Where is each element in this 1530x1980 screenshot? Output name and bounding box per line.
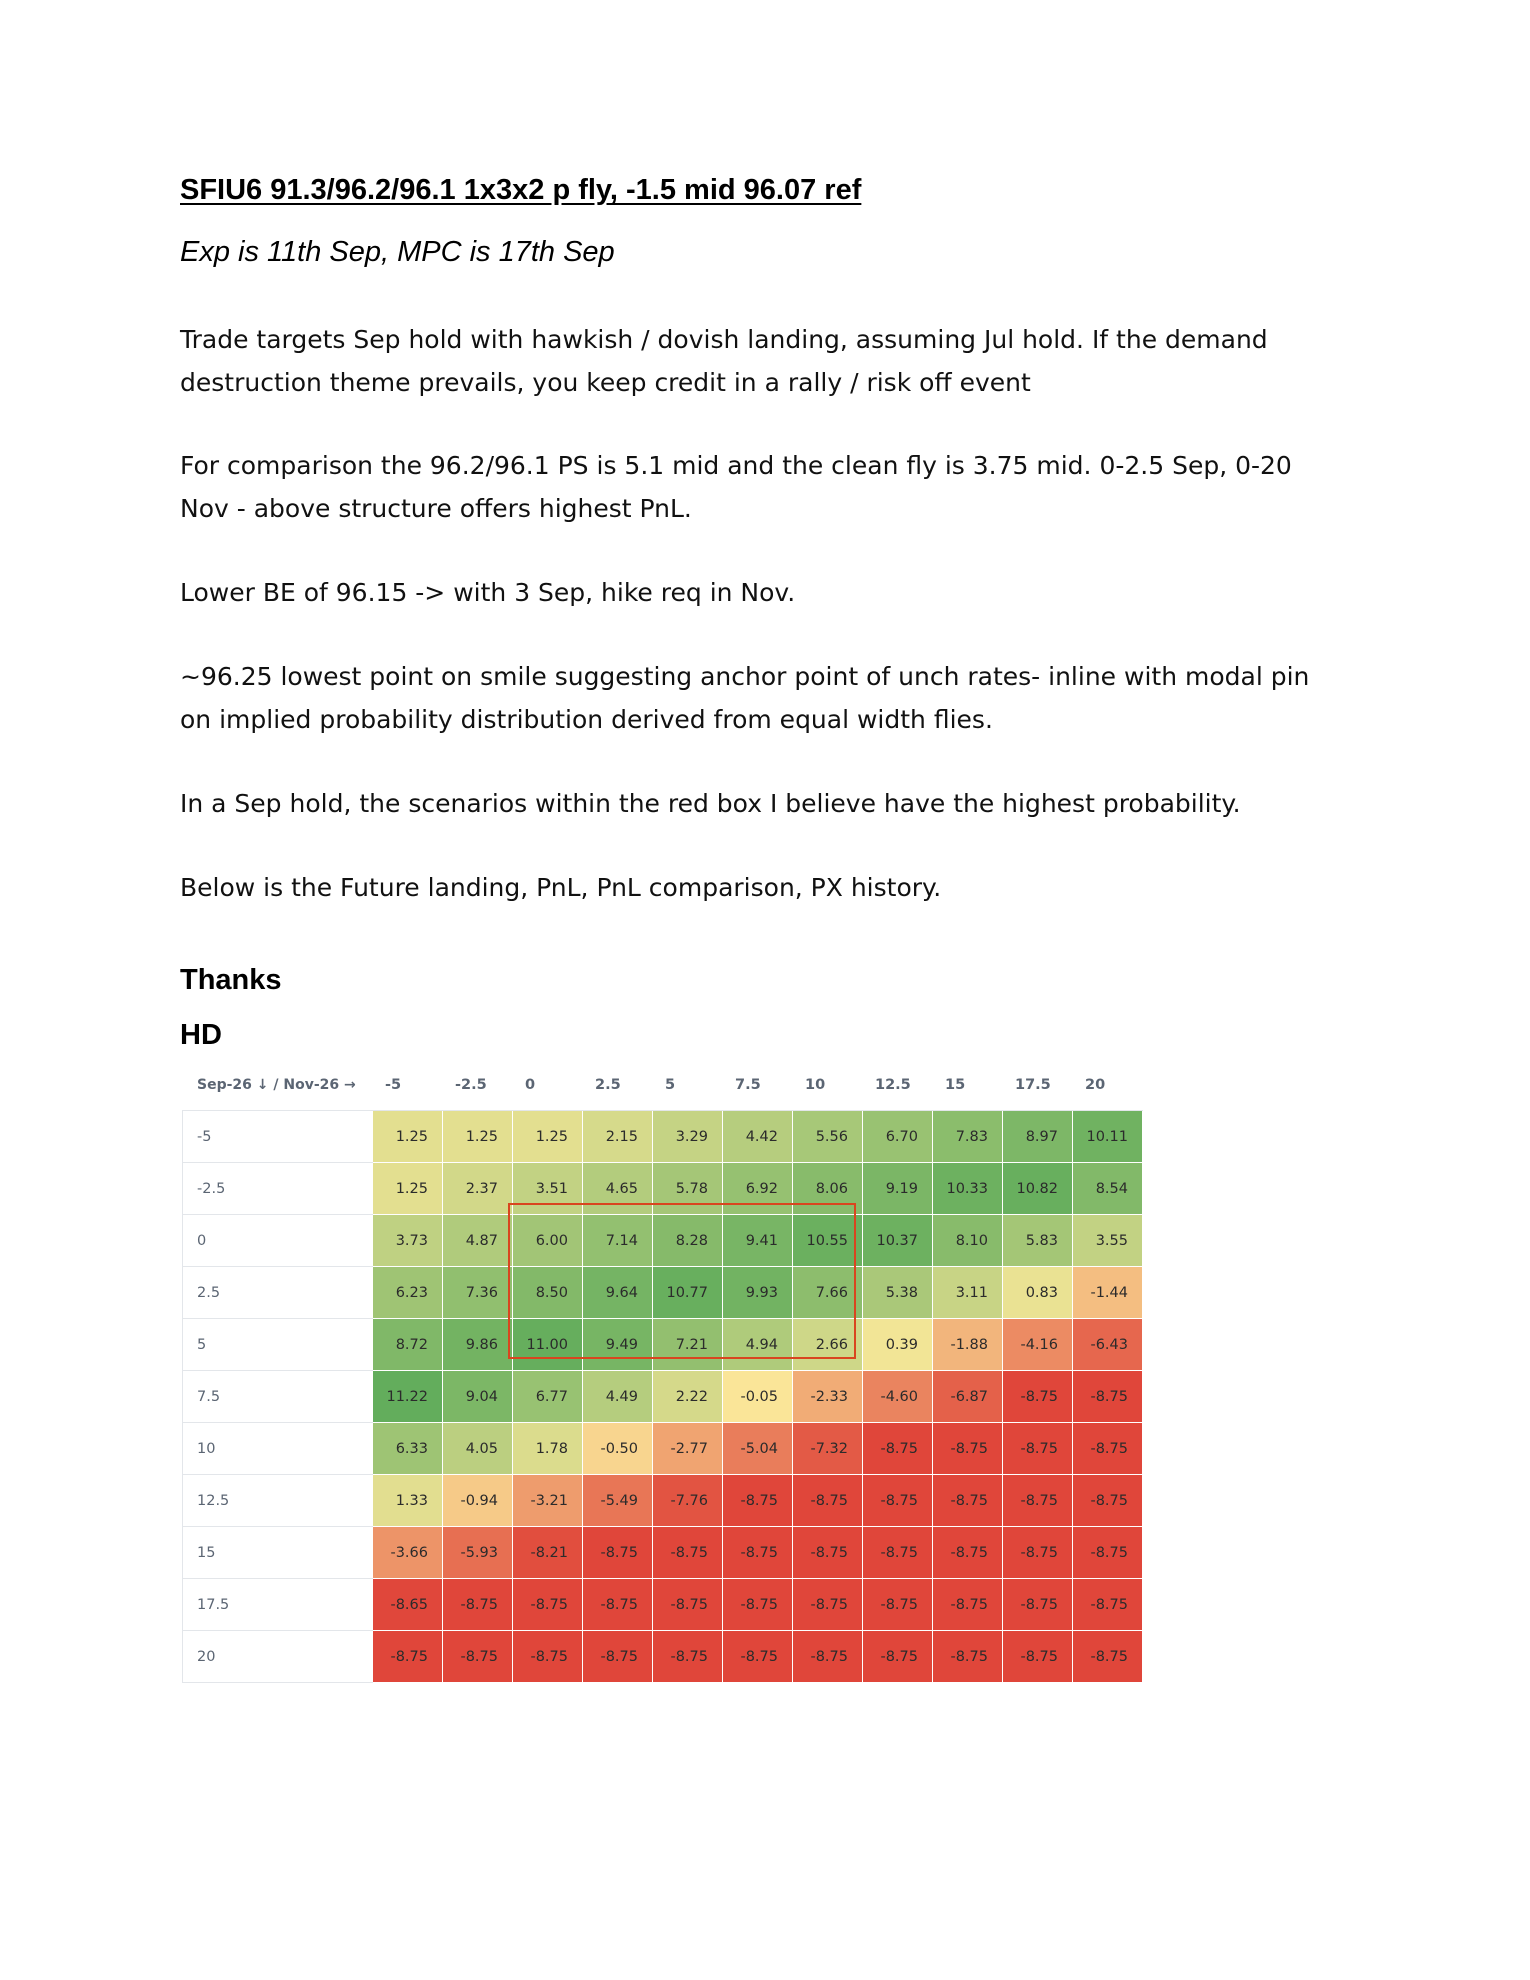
grid-col-header: 15 [933, 1059, 1003, 1111]
grid-cell: -8.75 [933, 1579, 1003, 1631]
grid-cell: -8.75 [653, 1631, 723, 1683]
grid-cell: -8.75 [653, 1579, 723, 1631]
grid-row-header: 5 [183, 1319, 373, 1371]
grid-cell: 1.25 [513, 1111, 583, 1163]
grid-cell: -8.75 [793, 1631, 863, 1683]
grid-row [183, 1215, 1143, 1267]
grid-cell: -8.75 [1003, 1423, 1073, 1475]
grid-row [183, 1267, 1143, 1319]
grid-header-row [183, 1059, 1143, 1111]
grid-row-header: -2.5 [183, 1163, 373, 1215]
grid-cell: -8.75 [933, 1631, 1003, 1683]
grid-col-header: 2.5 [583, 1059, 653, 1111]
grid-cell: 0.83 [1003, 1267, 1073, 1319]
grid-cell: -8.75 [1003, 1475, 1073, 1527]
grid-col-header: 17.5 [1003, 1059, 1073, 1111]
grid-cell: 7.66 [793, 1267, 863, 1319]
grid-row [183, 1631, 1143, 1683]
grid-cell: -8.65 [373, 1579, 443, 1631]
grid-row [183, 1371, 1143, 1423]
grid-cell: 9.41 [723, 1215, 793, 1267]
grid-cell: -7.32 [793, 1423, 863, 1475]
grid-cell: 8.10 [933, 1215, 1003, 1267]
grid-cell: 10.33 [933, 1163, 1003, 1215]
grid-cell: 7.21 [653, 1319, 723, 1371]
grid-cell: -8.75 [793, 1475, 863, 1527]
pnl-heatmap [182, 1058, 1143, 1683]
grid-cell: -8.75 [793, 1527, 863, 1579]
grid-cell: 4.05 [443, 1423, 513, 1475]
grid-cell: -8.75 [933, 1527, 1003, 1579]
paragraph-smile: ~96.25 lowest point on smile suggesting anchor point of unch rates- inline with modal pin on implied probability distribution derived from equal width flies. [180, 662, 1310, 734]
grid-cell: 4.42 [723, 1111, 793, 1163]
grid-cell: 10.82 [1003, 1163, 1073, 1215]
grid-cell: -3.66 [373, 1527, 443, 1579]
grid-cell: -0.05 [723, 1371, 793, 1423]
grid-cell: -8.75 [723, 1631, 793, 1683]
grid-col-header: 0 [513, 1059, 583, 1111]
grid-cell: -8.75 [583, 1631, 653, 1683]
paragraph-comparison: For comparison the 96.2/96.1 PS is 5.1 mid and the clean fly is 3.75 mid. 0-2.5 Sep, 0-20 Nov - above structure offers highest PnL. [180, 451, 1292, 523]
grid-cell: 1.25 [443, 1111, 513, 1163]
grid-cell: 5.78 [653, 1163, 723, 1215]
grid-body [183, 1111, 1143, 1683]
grid-cell: -8.75 [1073, 1475, 1143, 1527]
grid-cell: 1.25 [373, 1163, 443, 1215]
grid-cell: -8.75 [1003, 1631, 1073, 1683]
grid-cell: -8.75 [1073, 1527, 1143, 1579]
grid-cell: 5.38 [863, 1267, 933, 1319]
grid-cell: 3.73 [373, 1215, 443, 1267]
grid-col-header: 12.5 [863, 1059, 933, 1111]
grid-cell: 8.72 [373, 1319, 443, 1371]
grid-cell: 4.49 [583, 1371, 653, 1423]
grid-row-header: 20 [183, 1631, 373, 1683]
grid-row [183, 1579, 1143, 1631]
grid-cell: -7.76 [653, 1475, 723, 1527]
grid-cell: 2.15 [583, 1111, 653, 1163]
grid-cell: 9.64 [583, 1267, 653, 1319]
grid-cell: -8.75 [653, 1527, 723, 1579]
grid-cell: 1.78 [513, 1423, 583, 1475]
grid-cell: -5.49 [583, 1475, 653, 1527]
grid-cell: -8.75 [443, 1579, 513, 1631]
grid-cell: 3.55 [1073, 1215, 1143, 1267]
grid-cell: 10.55 [793, 1215, 863, 1267]
grid-cell: -2.77 [653, 1423, 723, 1475]
grid-cell: 6.33 [373, 1423, 443, 1475]
grid-row [183, 1475, 1143, 1527]
grid-cell: -8.75 [513, 1579, 583, 1631]
grid-cell: 6.77 [513, 1371, 583, 1423]
grid-cell: -5.04 [723, 1423, 793, 1475]
grid-corner-label: Sep-26 ↓ / Nov-26 → [183, 1059, 373, 1111]
grid-cell: 10.37 [863, 1215, 933, 1267]
grid-col-header: -2.5 [443, 1059, 513, 1111]
grid-col-header: 7.5 [723, 1059, 793, 1111]
pnl-grid-table [182, 1058, 1143, 1683]
grid-cell: -8.75 [1003, 1371, 1073, 1423]
grid-cell: -4.16 [1003, 1319, 1073, 1371]
grid-cell: 9.19 [863, 1163, 933, 1215]
grid-cell: 8.50 [513, 1267, 583, 1319]
grid-cell: -6.87 [933, 1371, 1003, 1423]
grid-row [183, 1111, 1143, 1163]
grid-cell: -8.75 [1003, 1579, 1073, 1631]
grid-row-header: 10 [183, 1423, 373, 1475]
grid-cell: -6.43 [1073, 1319, 1143, 1371]
grid-cell: 2.37 [443, 1163, 513, 1215]
grid-row-header: 2.5 [183, 1267, 373, 1319]
grid-row-header: 17.5 [183, 1579, 373, 1631]
grid-cell: 9.49 [583, 1319, 653, 1371]
grid-cell: 9.93 [723, 1267, 793, 1319]
grid-cell: 8.54 [1073, 1163, 1143, 1215]
grid-cell: 11.00 [513, 1319, 583, 1371]
paragraph-lower-be: Lower BE of 96.15 -> with 3 Sep, hike req in Nov. [180, 578, 796, 607]
grid-cell: -8.21 [513, 1527, 583, 1579]
grid-cell: 2.22 [653, 1371, 723, 1423]
grid-cell: 2.66 [793, 1319, 863, 1371]
grid-cell: -8.75 [863, 1579, 933, 1631]
grid-row-header: 7.5 [183, 1371, 373, 1423]
grid-row-header: 15 [183, 1527, 373, 1579]
grid-cell: 4.65 [583, 1163, 653, 1215]
grid-cell: -5.93 [443, 1527, 513, 1579]
signoff: Thanks [180, 964, 282, 996]
grid-row [183, 1527, 1143, 1579]
grid-cell: 8.28 [653, 1215, 723, 1267]
grid-row-header: 12.5 [183, 1475, 373, 1527]
grid-cell: 1.33 [373, 1475, 443, 1527]
grid-cell: -1.88 [933, 1319, 1003, 1371]
grid-row-header: 0 [183, 1215, 373, 1267]
grid-cell: -8.75 [583, 1527, 653, 1579]
grid-cell: -8.75 [793, 1579, 863, 1631]
grid-cell: -8.75 [1003, 1527, 1073, 1579]
grid-cell: 4.87 [443, 1215, 513, 1267]
grid-cell: -8.75 [1073, 1579, 1143, 1631]
paragraph-trade-target: Trade targets Sep hold with hawkish / dovish landing, assuming Jul hold. If the demand destruction theme prevails, you keep credit in a rally / risk off event [180, 325, 1268, 397]
grid-cell: -8.75 [583, 1579, 653, 1631]
initials: HD [180, 1019, 222, 1051]
doc-title: SFIU6 91.3/96.2/96.1 1x3x2 p fly, -1.5 mid 96.07 ref [180, 174, 862, 206]
grid-cell: 8.97 [1003, 1111, 1073, 1163]
grid-cell: 0.39 [863, 1319, 933, 1371]
grid-cell: -8.75 [1073, 1423, 1143, 1475]
grid-cell: -8.75 [723, 1579, 793, 1631]
grid-row-header: -5 [183, 1111, 373, 1163]
grid-cell: -8.75 [933, 1423, 1003, 1475]
grid-cell: 9.04 [443, 1371, 513, 1423]
grid-cell: 4.94 [723, 1319, 793, 1371]
grid-cell: -0.50 [583, 1423, 653, 1475]
grid-cell: 5.56 [793, 1111, 863, 1163]
paragraph-red-box: In a Sep hold, the scenarios within the red box I believe have the highest probability. [180, 789, 1241, 818]
grid-col-header: -5 [373, 1059, 443, 1111]
grid-cell: 3.51 [513, 1163, 583, 1215]
grid-cell: 8.06 [793, 1163, 863, 1215]
grid-cell: -0.94 [443, 1475, 513, 1527]
grid-cell: -1.44 [1073, 1267, 1143, 1319]
grid-cell: 3.11 [933, 1267, 1003, 1319]
grid-cell: -8.75 [863, 1475, 933, 1527]
grid-cell: -2.33 [793, 1371, 863, 1423]
grid-row [183, 1319, 1143, 1371]
grid-cell: -8.75 [863, 1527, 933, 1579]
paragraph-below: Below is the Future landing, PnL, PnL comparison, PX history. [180, 873, 942, 902]
grid-cell: -8.75 [723, 1527, 793, 1579]
grid-cell: 6.70 [863, 1111, 933, 1163]
grid-cell: 9.86 [443, 1319, 513, 1371]
grid-cell: -4.60 [863, 1371, 933, 1423]
grid-cell: 10.77 [653, 1267, 723, 1319]
grid-cell: 7.36 [443, 1267, 513, 1319]
grid-cell: -8.75 [373, 1631, 443, 1683]
grid-cell: -8.75 [723, 1475, 793, 1527]
grid-cell: 10.11 [1073, 1111, 1143, 1163]
grid-col-header: 20 [1073, 1059, 1143, 1111]
grid-col-header: 10 [793, 1059, 863, 1111]
grid-cell: -8.75 [863, 1631, 933, 1683]
grid-row [183, 1423, 1143, 1475]
grid-cell: -8.75 [513, 1631, 583, 1683]
doc-subtitle: Exp is 11th Sep, MPC is 17th Sep [180, 236, 615, 268]
grid-col-header: 5 [653, 1059, 723, 1111]
grid-cell: -8.75 [1073, 1371, 1143, 1423]
grid-cell: 1.25 [373, 1111, 443, 1163]
grid-row [183, 1163, 1143, 1215]
grid-cell: 5.83 [1003, 1215, 1073, 1267]
grid-cell: 7.14 [583, 1215, 653, 1267]
grid-cell: -8.75 [443, 1631, 513, 1683]
grid-cell: 6.00 [513, 1215, 583, 1267]
grid-cell: -8.75 [863, 1423, 933, 1475]
grid-cell: 7.83 [933, 1111, 1003, 1163]
grid-cell: -8.75 [933, 1475, 1003, 1527]
grid-cell: -8.75 [1073, 1631, 1143, 1683]
grid-cell: 11.22 [373, 1371, 443, 1423]
grid-cell: 3.29 [653, 1111, 723, 1163]
grid-cell: 6.23 [373, 1267, 443, 1319]
grid-cell: -3.21 [513, 1475, 583, 1527]
grid-cell: 6.92 [723, 1163, 793, 1215]
